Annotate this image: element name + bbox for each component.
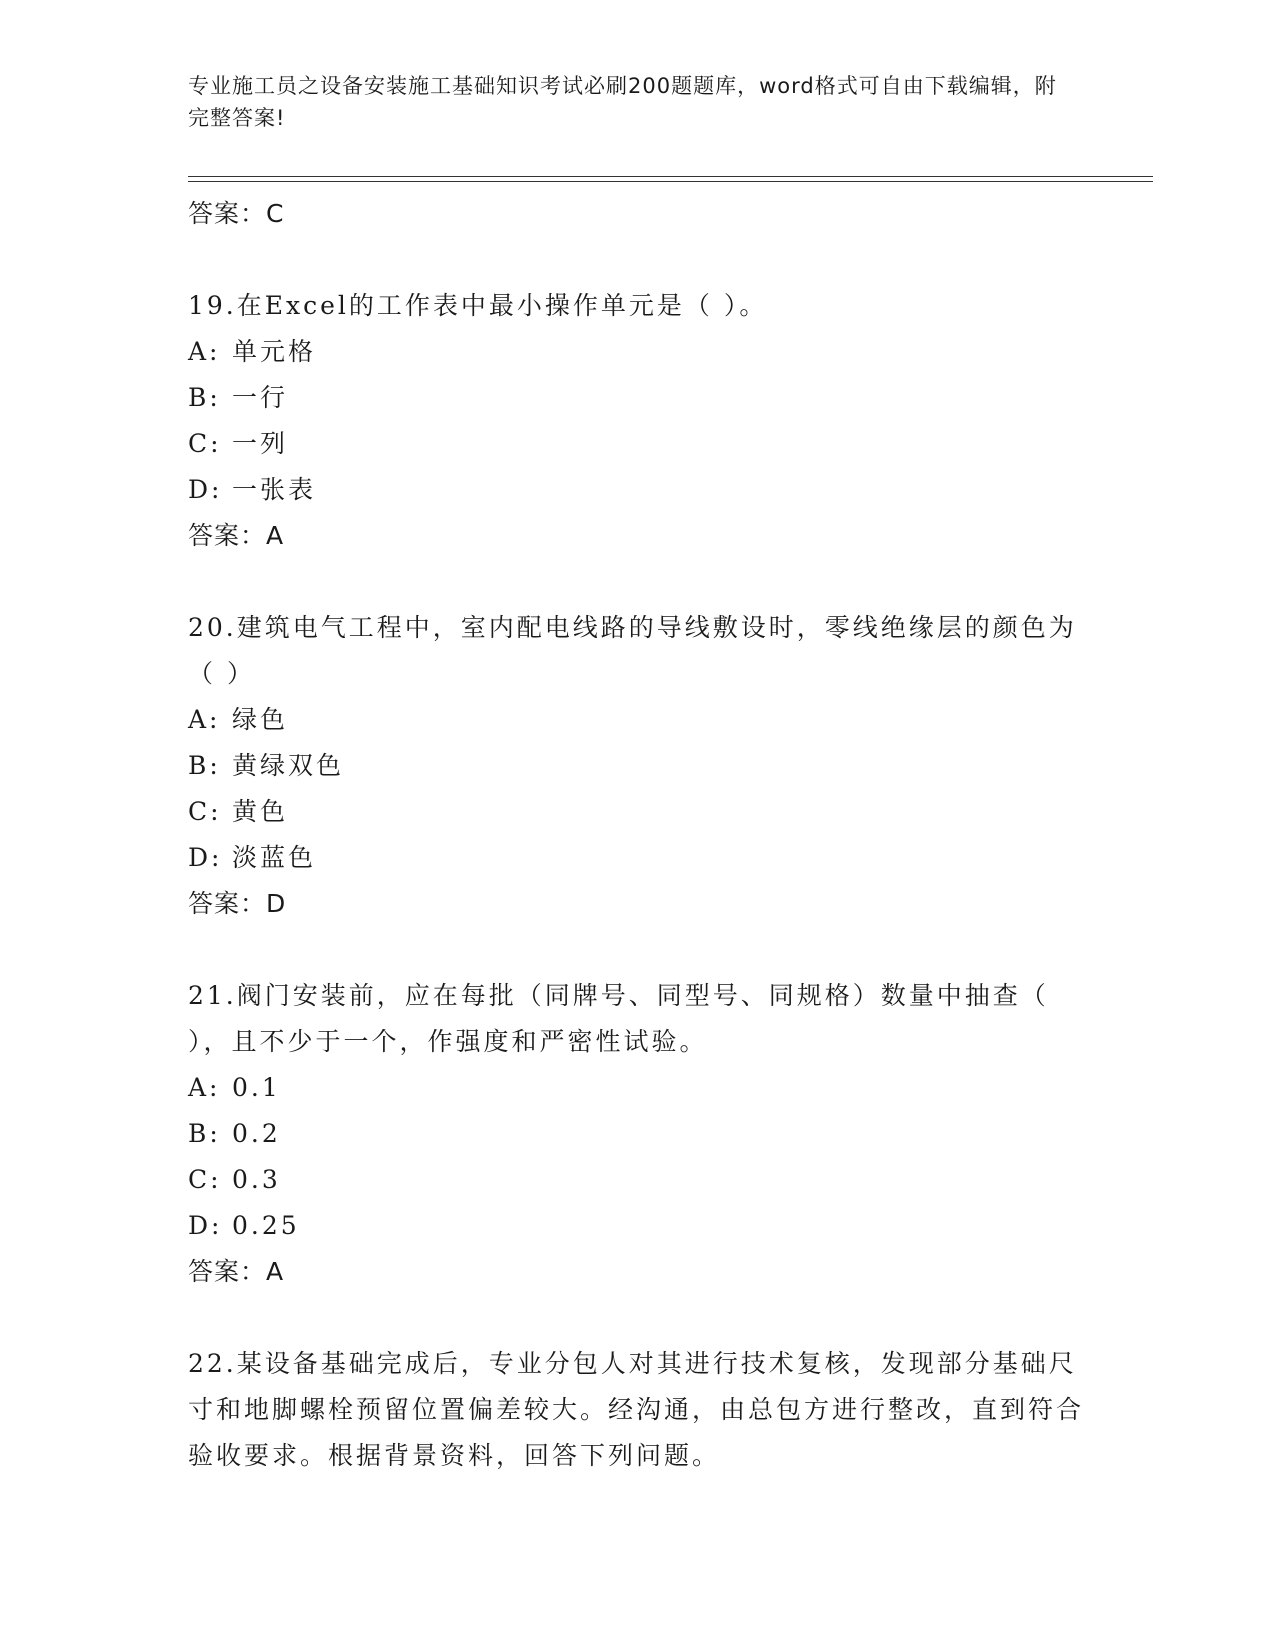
option-key: D: xyxy=(188,843,223,872)
question-text: 22.某设备基础完成后，专业分包人对其进行技术复核，发现部分基础尺寸和地脚螺栓预留位置偏差较大。经沟通，由总包方进行整改，直到符合验收要求。根据背景资料，回答下列问题。 xyxy=(188,1349,1085,1470)
question-text: 20.建筑电气工程中，室内配电线路的导线敷设时，零线绝缘层的颜色为（ ） xyxy=(188,613,1077,688)
option-key: A: xyxy=(188,705,221,734)
question-22 xyxy=(188,1341,1153,1479)
previous-answer: 答案：C xyxy=(188,199,285,228)
option-a xyxy=(188,1065,1153,1111)
option-text: 黄色 xyxy=(232,797,289,826)
document-header: 专业施工员之设备安装施工基础知识考试必刷200题题库，word格式可自由下载编辑，附完整答案! xyxy=(188,74,1057,130)
option-a xyxy=(188,697,1153,743)
option-b xyxy=(188,743,1153,789)
option-d xyxy=(188,1203,1153,1249)
option-c xyxy=(188,421,1153,467)
option-text: 一行 xyxy=(232,383,289,412)
question-20 xyxy=(188,605,1153,927)
option-key: D: xyxy=(188,475,223,504)
option-key: D: xyxy=(188,1211,223,1240)
option-b xyxy=(188,1111,1153,1157)
answer: 答案：A xyxy=(188,521,285,550)
option-text: 黄绿双色 xyxy=(232,751,345,780)
option-text: 0.25 xyxy=(232,1211,300,1240)
option-text: 一张表 xyxy=(232,475,317,504)
option-c xyxy=(188,1157,1153,1203)
option-text: 一列 xyxy=(232,429,289,458)
header-divider xyxy=(188,176,1153,182)
question-text: 19.在Excel的工作表中最小操作单元是（ ）。 xyxy=(188,291,768,320)
option-key: C: xyxy=(188,429,222,458)
question-text: 21.阀门安装前，应在每批（同牌号、同型号、同规格）数量中抽查（ ），且不少于一个，作强度和严密性试验。 xyxy=(188,981,1049,1056)
option-key: A: xyxy=(188,337,221,366)
question-21 xyxy=(188,973,1153,1295)
option-d xyxy=(188,467,1153,513)
option-c xyxy=(188,789,1153,835)
option-a xyxy=(188,329,1153,375)
option-key: B: xyxy=(188,1119,221,1148)
option-key: B: xyxy=(188,383,221,412)
option-b xyxy=(188,375,1153,421)
option-text: 0.1 xyxy=(232,1073,281,1102)
option-key: A: xyxy=(188,1073,221,1102)
option-text: 0.3 xyxy=(232,1165,281,1194)
option-key: B: xyxy=(188,751,221,780)
option-text: 单元格 xyxy=(232,337,317,366)
option-key: C: xyxy=(188,797,222,826)
question-19 xyxy=(188,283,1153,559)
document-page xyxy=(188,70,1153,1479)
answer: 答案：D xyxy=(188,889,287,918)
answer: 答案：A xyxy=(188,1257,285,1286)
option-d xyxy=(188,835,1153,881)
option-text: 淡蓝色 xyxy=(232,843,317,872)
option-key: C: xyxy=(188,1165,222,1194)
option-text: 0.2 xyxy=(232,1119,281,1148)
option-text: 绿色 xyxy=(232,705,289,734)
